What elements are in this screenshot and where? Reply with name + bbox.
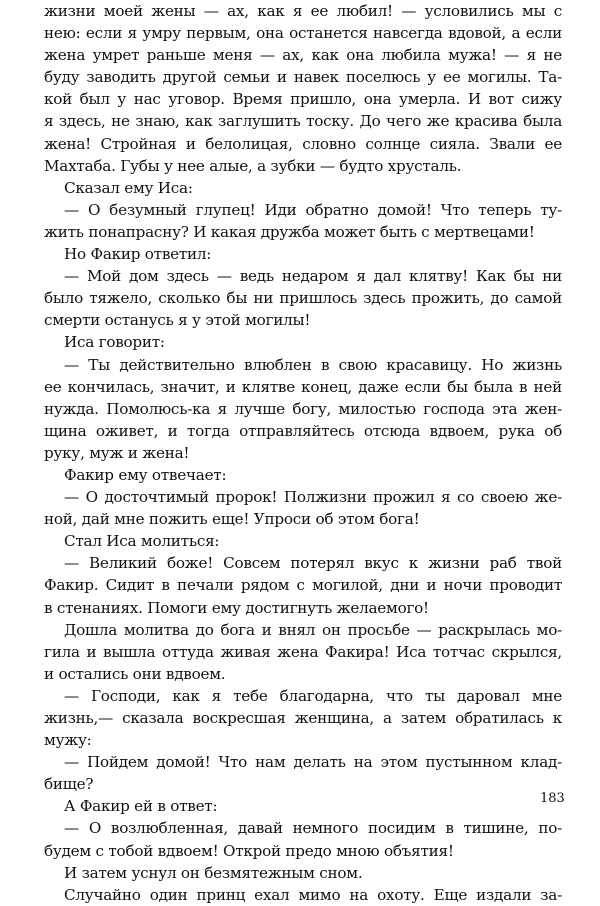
page-number: 183 — [540, 791, 565, 806]
text-line: жена умрет раньше меня — ах, как она любила мужа! — я не — [44, 46, 562, 65]
text-line: ее кончилась, значит, и клятве конец, даже если бы была в ней — [44, 377, 562, 396]
text-line: жизнь,— сказала воскресшая женщина, а затем обратилась к — [44, 709, 562, 727]
text-line: кой был у нас уговор. Время пришло, она умерла. И вот сижу — [44, 90, 562, 109]
text-line: Но Факир ответил: — [64, 245, 212, 264]
text-line: нею: если я умру первым, она останется навсегда вдовой, а если — [44, 24, 562, 43]
text-line: жена! Стройная и белолицая, словно солнце сияла. Звали ее — [44, 134, 562, 153]
text-line: Сказал ему Иса: — [64, 178, 193, 197]
text-line: Махтаба. Губы у нее алые, а зубки — будто хрусталь. — [44, 156, 462, 175]
text-line: Факир. Сидит в печали рядом с могилой, дни и ночи проводит — [44, 576, 562, 595]
text-line: нужда. Помолюсь-ка я лучше богу, милостью господа эта жен- — [44, 399, 562, 418]
text-line: мужу: — [44, 731, 92, 750]
text-line: ной, дай мне пожить еще! Упроси об этом бога! — [44, 510, 420, 529]
text-line: я здесь, не знаю, как заглушить тоску. До чего же красива была — [44, 112, 562, 131]
text-line: И затем уснул он безмятежным сном. — [64, 863, 363, 882]
text-line: жизни моей жены — ах, как я ее любил! — условились мы с — [44, 2, 562, 20]
text-line: руку, муж и жена! — [44, 443, 190, 462]
text-line: Иса говорит: — [64, 333, 165, 352]
text-line: и остались они вдвоем. — [44, 664, 226, 683]
text-line: щина оживет, и тогда отправляйтесь отсюда вдвоем, рука об — [44, 421, 562, 440]
text-line: А Факир ей в ответ: — [64, 797, 218, 816]
body-text — [44, 0, 562, 906]
text-line: Дошла молитва до бога и внял он просьбе — раскрылась мо- — [64, 620, 562, 639]
text-line: Случайно один принц ехал мимо на охоту. Еще издали за- — [64, 885, 562, 904]
text-line: — Пойдем домой! Что нам делать на этом пустынном клад- — [64, 753, 562, 772]
text-line: Факир ему отвечает: — [64, 465, 227, 484]
text-line: — Господи, как я тебе благодарна, что ты даровал мне — [64, 686, 562, 705]
text-line: — О безумный глупец! Иди обратно домой! Что теперь ту- — [64, 200, 562, 219]
text-line: — Ты действительно влюблен в свою красавицу. Но жизнь — [64, 355, 562, 374]
text-line: жить понапрасну? И какая дружба может быть с мертвецами! — [44, 222, 535, 241]
text-line: смерти останусь я у этой могилы! — [44, 311, 311, 330]
text-line: — О досточтимый пророк! Полжизни прожил я со своею же- — [64, 488, 562, 507]
text-line: — Мой дом здесь — ведь недаром я дал клятву! Как бы ни — [64, 267, 562, 286]
text-line: — О возлюбленная, давай немного посидим в тишине, по- — [64, 819, 562, 838]
text-line: в стенаниях. Помоги ему достигнуть желаемого! — [44, 598, 429, 617]
text-line: было тяжело, сколько бы ни пришлось здесь прожить, до самой — [44, 289, 562, 308]
text-line: бище? — [44, 775, 94, 794]
text-line: буду заводить другой семьи и навек поселюсь у ее могилы. Та- — [44, 68, 562, 87]
text-line: — Великий боже! Совсем потерял вкус к жизни раб твой — [64, 554, 562, 573]
text-line: Стал Иса молиться: — [64, 532, 220, 551]
text-line: гила и вышла оттуда живая жена Факира! Иса тотчас скрылся, — [44, 642, 562, 661]
text-line: будем с тобой вдвоем! Открой предо мною объятия! — [44, 841, 454, 860]
